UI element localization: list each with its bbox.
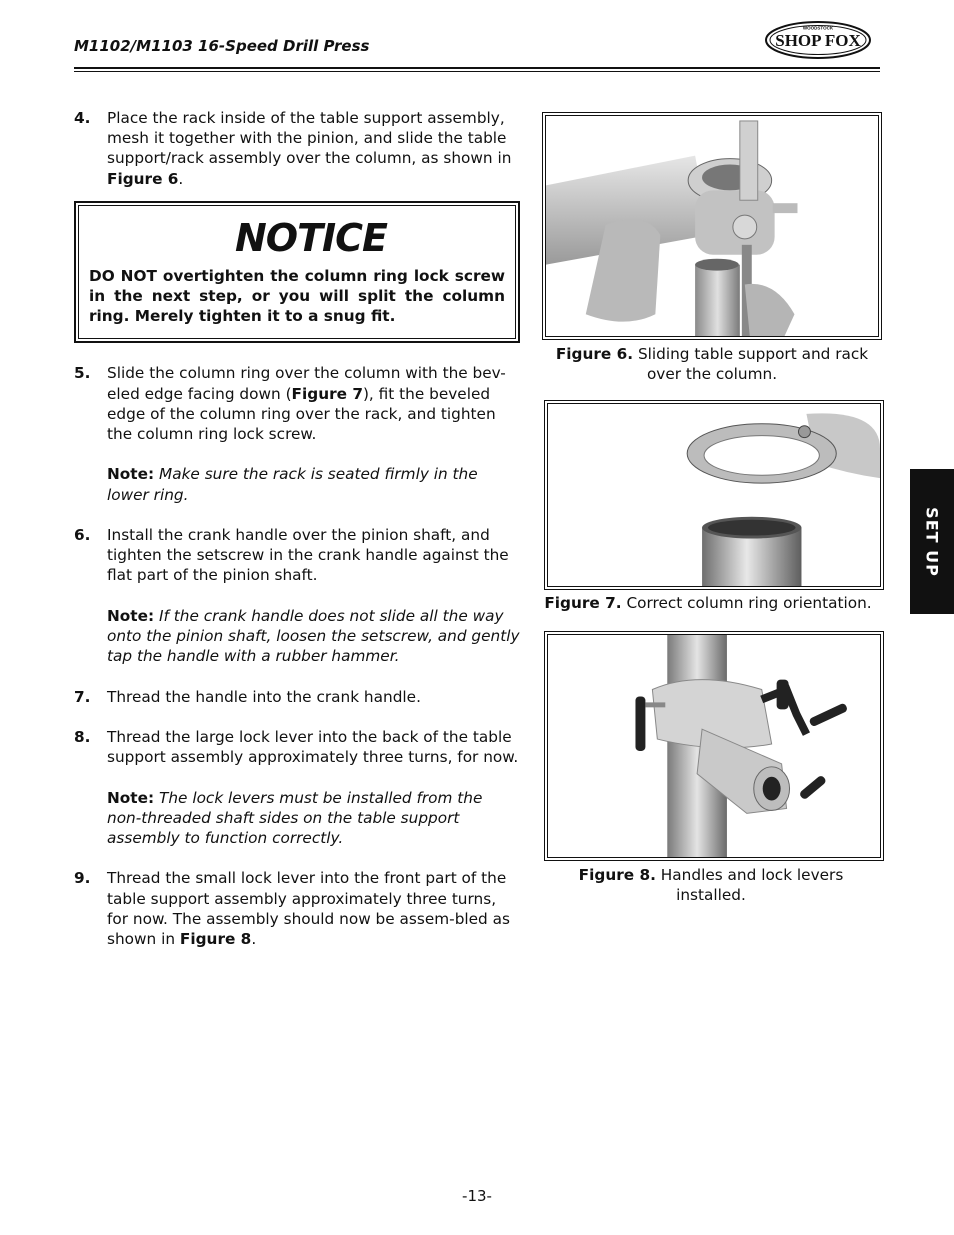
step-9: [74, 868, 520, 949]
svg-text:WOODSTOCK: WOODSTOCK: [802, 25, 834, 31]
header-rule-thin: [74, 71, 880, 72]
step-text: Thread the large lock lever into the back of the table support assembly approximately three turns, for now.: [107, 728, 519, 767]
figure-7-image: [544, 400, 884, 590]
figure-8-image: [544, 631, 884, 861]
figure-8-caption: Figure 8. Handles and lock levers installed.: [578, 866, 844, 905]
step-6: [74, 525, 520, 586]
step-8: [74, 727, 520, 767]
notice-title: NOTICE: [235, 215, 388, 260]
step-8-note: Note: The lock levers must be installed from the non-threaded shaft sides on the table support assembly to function correctly.: [107, 788, 483, 847]
step-4: [74, 108, 520, 189]
document-title: M1102/M1103 16-Speed Drill Press: [74, 37, 370, 55]
shop-fox-logo: [764, 20, 872, 60]
step-text: Install the crank handle over the pinion shaft, and tighten the setscrew in the crank handle against the flat part of the pinion shaft.: [107, 526, 509, 585]
step-number: 5.: [74, 364, 91, 383]
step-number: 9.: [74, 869, 91, 888]
step-text: Thread the handle into the crank handle.: [107, 687, 421, 706]
header-rule: [74, 67, 880, 69]
step-7: [74, 687, 520, 707]
step-number: 7.: [74, 687, 91, 706]
figure-7-caption: Figure 7. Correct column ring orientation.: [544, 594, 872, 612]
figure-6-caption: Figure 6. Sliding table support and rack over the column.: [555, 345, 869, 384]
step-text: Thread the small lock lever into the front part of the table support assembly approximately three turns, for now. The assembly should now be assem-bled as shown in Figure 8.: [107, 869, 510, 948]
svg-text:SHOP FOX: SHOP FOX: [775, 31, 861, 50]
page-number: -13-: [462, 1187, 492, 1205]
section-tab-set-up: SET UP: [910, 469, 954, 614]
step-5: [74, 363, 520, 444]
step-text: Slide the column ring over the column with the bev-eled edge facing down (Figure 7), fit the beveled edge of the column ring over the rack, and tighten the column ring lock screw.: [107, 364, 506, 444]
notice-text: DO NOT overtighten the column ring lock screw in the next step, or you will split the column ring. Merely tighten it to a snug fit.: [89, 266, 505, 326]
step-6-note: Note: If the crank handle does not slide all the way onto the pinion shaft, loosen the setscrew, and gently tap the handle with a rubber hammer.: [107, 606, 520, 666]
figure-6-image: [542, 112, 882, 340]
step-number: 4.: [74, 109, 91, 127]
step-number: 6.: [74, 526, 91, 545]
step-5-note: Note: Make sure the rack is seated firmly in the lower ring.: [107, 465, 478, 504]
step-text: Place the rack inside of the table support assembly, mesh it together with the pinion, and slide the table support/rack assembly over the column, as shown in Figure 6.: [107, 109, 512, 188]
notice-box: [74, 201, 520, 344]
instructions-column: [74, 108, 520, 949]
step-number: 8.: [74, 728, 91, 746]
